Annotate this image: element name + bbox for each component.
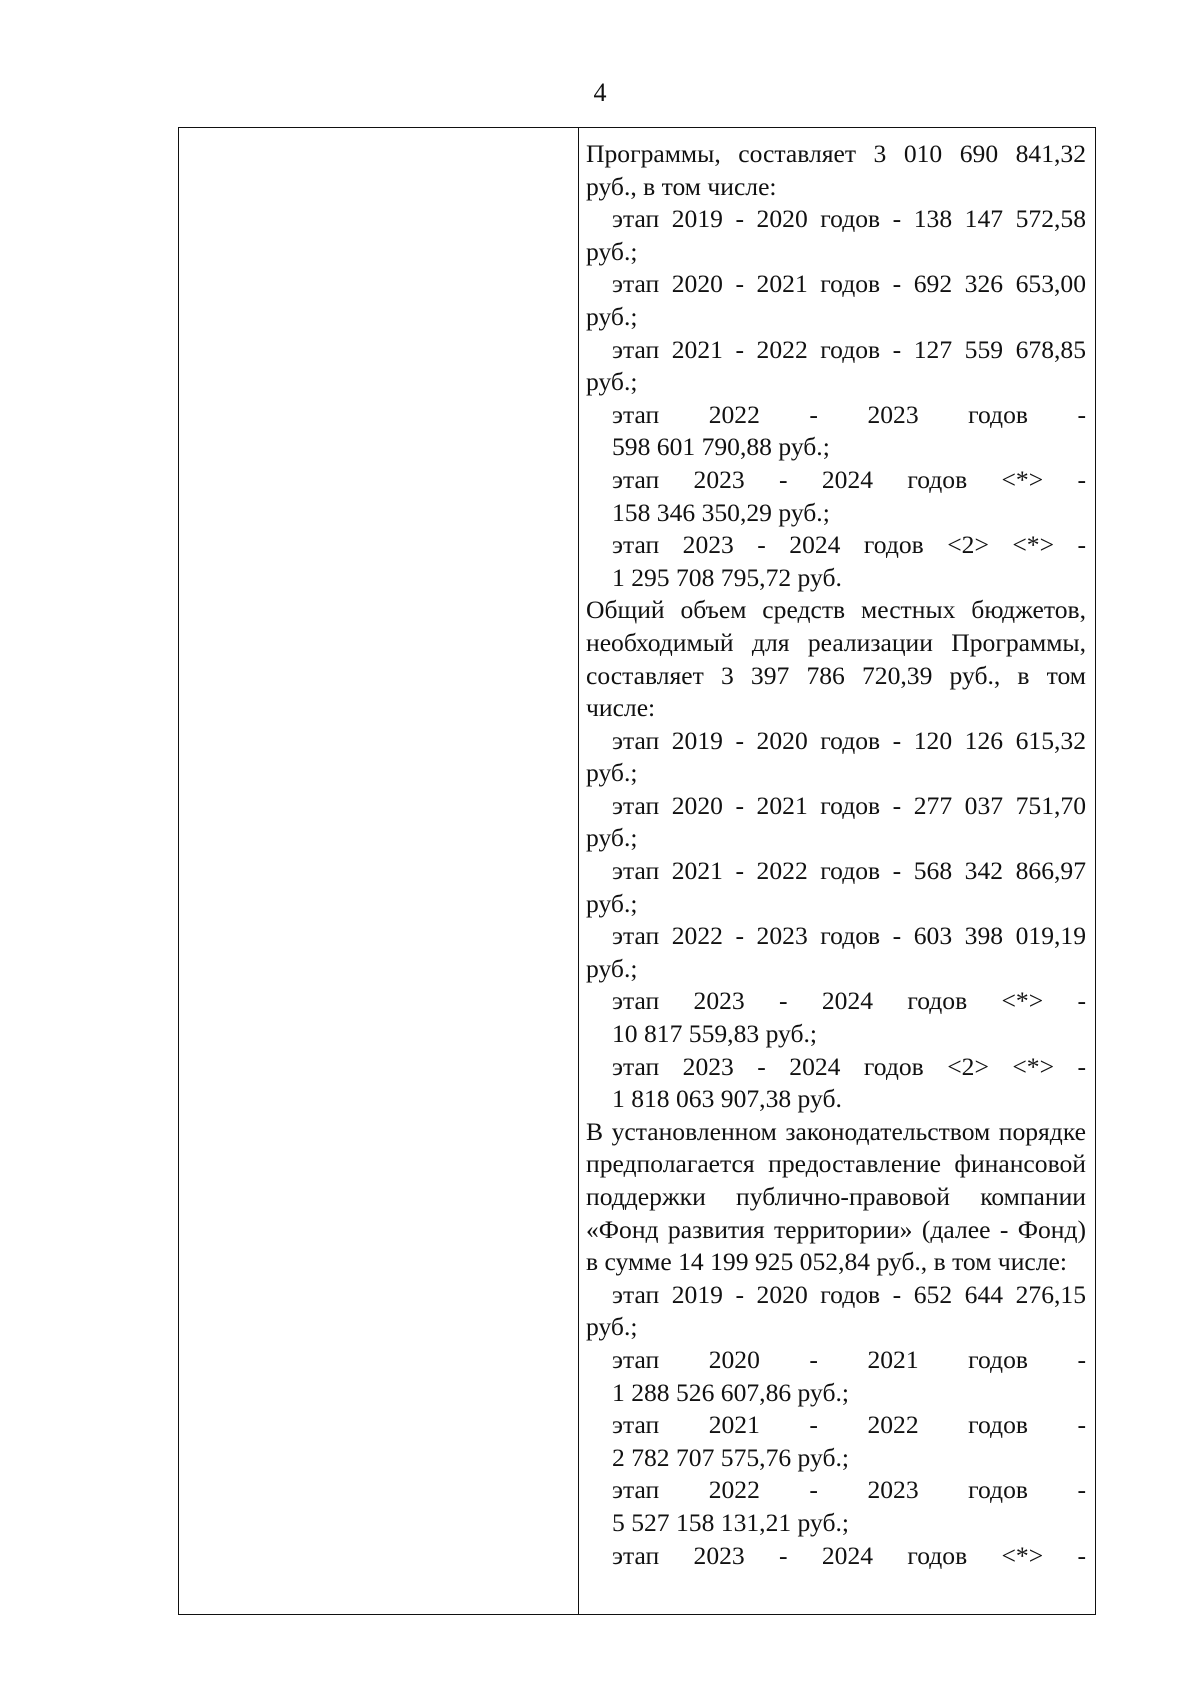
page-number: 4 <box>593 78 607 107</box>
stage-label: этап 2022 - 2023 годов - <box>612 399 1086 429</box>
stage-label: этап 2020 - 2021 годов - <box>612 1344 1086 1374</box>
fund-stage-2020-2021 <box>586 1344 1086 1409</box>
stage-label: этап 2022 - 2023 годов - <box>612 1475 1086 1505</box>
local-stage-2020-2021: этап 2020 - 2021 годов - 277 037 751,70 руб.; <box>586 790 1086 853</box>
fund-support-total: В установленном законодательством порядке предполагается предоставление финансовой поддержки публично-правовой компании «Фонд развития территории» (далее - Фонд) в сумме 14 199 925 052,84 руб., в том числе: <box>586 1116 1086 1277</box>
stage-amount: 598 601 790,88 руб.; <box>612 432 830 462</box>
column-divider <box>578 128 579 1614</box>
regional-stage-2023-2024 <box>586 464 1086 529</box>
regional-stage-2020-2021: этап 2020 - 2021 годов - 692 326 653,00 руб.; <box>586 269 1086 331</box>
fund-stage-2019-2020: этап 2019 - 2020 годов - 652 644 276,15 руб.; <box>586 1279 1086 1342</box>
fund-stage-2022-2023 <box>586 1474 1086 1539</box>
local-stage-2022-2023: этап 2022 - 2023 годов - 603 398 019,19 руб.; <box>586 921 1086 983</box>
regional-stage-2021-2022: этап 2021 - 2022 годов - 127 559 678,85 руб.; <box>586 334 1086 397</box>
regional-stage-2023-2024-2 <box>586 529 1086 594</box>
stage-label: этап 2023 - 2024 годов <2> <*> - <box>612 530 1086 560</box>
table-right-cell <box>586 138 1086 1572</box>
stage-amount: 10 817 559,83 руб.; <box>612 1019 818 1049</box>
passport-table <box>178 127 1096 1615</box>
fund-stage-2021-2022 <box>586 1409 1086 1474</box>
local-stage-2023-2024 <box>586 985 1086 1050</box>
stage-label: этап 2023 - 2024 годов <*> - <box>612 986 1086 1016</box>
fund-stage-2023-2024: этап 2023 - 2024 годов <*> - <box>612 1540 1086 1570</box>
table-left-cell <box>179 128 578 1614</box>
local-stage-2023-2024-2 <box>586 1051 1086 1116</box>
stage-label: этап 2023 - 2024 годов <*> - <box>612 464 1086 494</box>
local-budget-total: Общий объем средств местных бюджетов, необходимый для реализации Программы, составляет 3 397 786 720,39 руб., в том числе: <box>586 595 1086 723</box>
regional-budget-total: Программы, составляет 3 010 690 841,32 руб., в том числе: <box>586 139 1086 201</box>
stage-amount: 2 782 707 575,76 руб.; <box>612 1442 850 1472</box>
local-stage-2021-2022: этап 2021 - 2022 годов - 568 342 866,97 руб.; <box>586 856 1086 918</box>
stage-amount: 158 346 350,29 руб.; <box>612 497 830 527</box>
local-stage-2019-2020: этап 2019 - 2020 годов - 120 126 615,32 руб.; <box>586 725 1086 788</box>
stage-amount: 1 288 526 607,86 руб.; <box>612 1377 850 1407</box>
stage-amount: 1 818 063 907,38 руб. <box>612 1084 842 1114</box>
regional-stage-2022-2023 <box>586 399 1086 464</box>
stage-amount: 5 527 158 131,21 руб.; <box>612 1507 850 1537</box>
regional-stage-2019-2020: этап 2019 - 2020 годов - 138 147 572,58 руб.; <box>586 204 1086 266</box>
stage-label: этап 2021 - 2022 годов - <box>612 1410 1086 1440</box>
stage-amount: 1 295 708 795,72 руб. <box>612 562 842 592</box>
stage-label: этап 2023 - 2024 годов <2> <*> - <box>612 1051 1086 1081</box>
